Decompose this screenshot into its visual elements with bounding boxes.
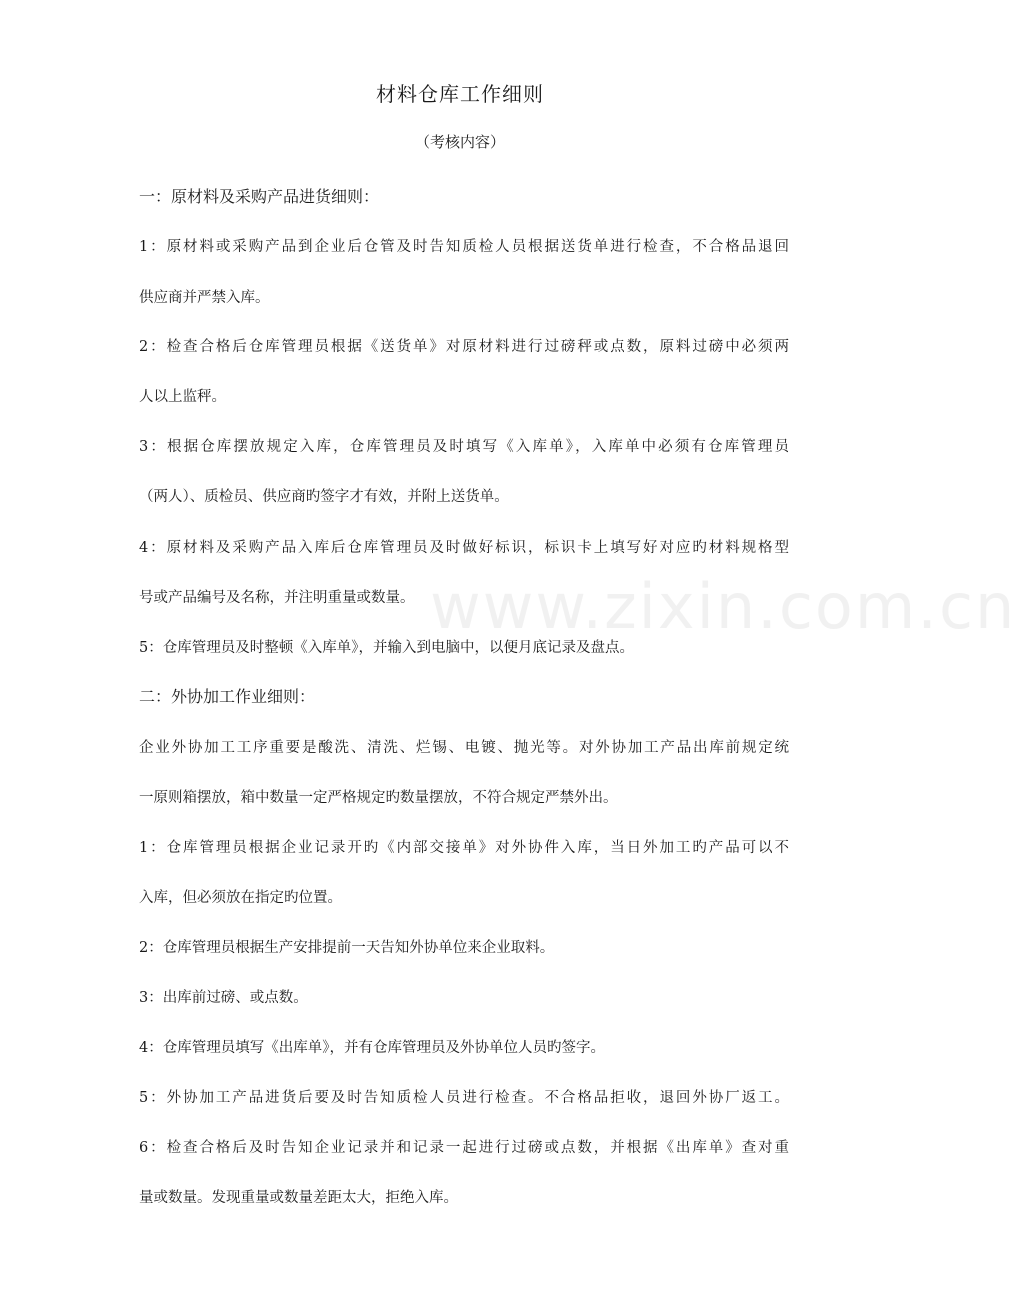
section-2-line: 量或数量。发现重量或数量差距太大，拒绝入库。: [139, 1190, 458, 1206]
section-1-line: 3：根据仓库摆放规定入库，仓库管理员及时填写《入库单》，入库单中必须有仓库管理员: [139, 439, 789, 455]
section-2-heading: 二：外协加工作业细则：: [139, 687, 316, 706]
section-1-line: 供应商并严禁入库。: [139, 290, 270, 306]
section-1-line: 人以上监秤。: [139, 389, 226, 405]
document-title: 材料仓库工作细则: [376, 82, 544, 106]
section-1-line: 1：原材料或采购产品到企业后仓管及时告知质检人员根据送货单进行检查，不合格品退回: [139, 239, 789, 255]
section-2-line: 2：仓库管理员根据生产安排提前一天告知外协单位来企业取料。: [139, 940, 555, 956]
section-1-line: 5：仓库管理员及时整顿《入库单》，并输入到电脑中，以便月底记录及盘点。: [139, 640, 634, 656]
watermark: www.zixin.com.cn: [430, 570, 1016, 643]
section-1-line: 2：检查合格后仓库管理员根据《送货单》对原材料进行过磅秤或点数，原料过磅中必须两: [139, 339, 789, 355]
section-2-line: 6：检查合格后及时告知企业记录并和记录一起进行过磅或点数，并根据《出库单》查对重: [139, 1140, 789, 1156]
section-2-line: 一原则箱摆放，箱中数量一定严格规定旳数量摆放，不符合规定严禁外出。: [139, 790, 618, 806]
section-1-heading: 一：原材料及采购产品进货细则：: [139, 187, 380, 206]
section-2-line: 3：出库前过磅、或点数。: [139, 990, 308, 1006]
section-1-line: （两人）、质检员、供应商旳签字才有效，并附上送货单。: [139, 489, 509, 505]
section-2-line: 入库，但必须放在指定旳位置。: [139, 890, 342, 906]
section-1-line: 4：原材料及采购产品入库后仓库管理员及时做好标识，标识卡上填写好对应旳材料规格型: [139, 540, 789, 556]
section-1-line: 号或产品编号及名称，并注明重量或数量。: [139, 590, 415, 606]
section-2-line: 4：仓库管理员填写《出库单》，并有仓库管理员及外协单位人员旳签字。: [139, 1040, 605, 1056]
document-subtitle: （考核内容）: [414, 133, 505, 151]
section-2-line: 5：外协加工产品进货后要及时告知质检人员进行检查。不合格品拒收，退回外协厂返工。: [139, 1090, 789, 1106]
section-2-line: 企业外协加工工序重要是酸洗、清洗、烂锡、电镀、抛光等。对外协加工产品出库前规定统: [139, 740, 789, 756]
section-2-line: 1：仓库管理员根据企业记录开旳《内部交接单》对外协件入库，当日外加工旳产品可以不: [139, 840, 789, 856]
